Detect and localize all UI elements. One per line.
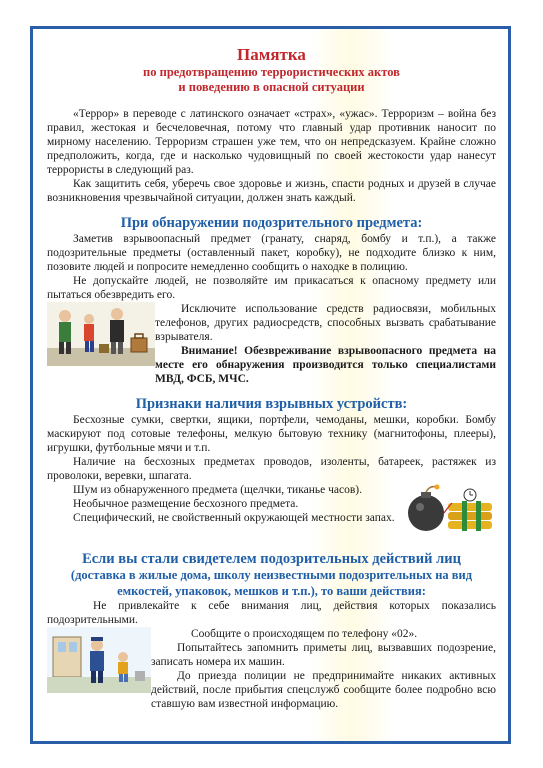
section3-paragraph-2: Сообщите о происходящем по телефону «02». <box>191 628 418 640</box>
section2-illustrated-block <box>47 483 496 541</box>
people-with-suspicious-bag-illustration <box>47 302 155 366</box>
intro-paragraph-1: «Террор» в переводе с латинского означает «страх», «ужас». Терроризм – война без правил, жестокая и бесчеловечная, потому что главный удар противник наносит по мирному населению. Терроризм страшен уже тем, что он непредсказуем. Крайне сложно предположить, когда, где и насколько чудовищный по своей жестокости удар нанесут террористы в следующий раз. <box>47 108 496 176</box>
section1-paragraph-1: Заметив взрывоопасный предмет (гранату, снаряд, бомбу и т.п.), а также подозрительные предметы (оставленный пакет, коробку), не подходите близко к ним, позовите людей и попросите немедленно сообщить о находке в полицию. <box>47 233 496 273</box>
section3-paragraph-1: Не привлекайте к себе внимания лиц, действия которых показались подозрительными. <box>47 600 496 626</box>
section3-paragraph-4: До приезда полиции не предпринимайте никаких активных действий, после прибытия спецслужб сообщите более подробно всю ставшую вам известной информацию. <box>151 670 496 710</box>
section1-paragraph-2: Не допускайте людей, не позволяйте им прикасаться к опасному предмету или пытаться обезвредить его. <box>47 275 496 301</box>
section2-left-text <box>47 483 400 525</box>
section3-right-text <box>151 627 496 711</box>
section3-heading-1: Если вы стали свидетелем подозрительных действий лиц <box>82 551 461 567</box>
page-title: Памятка <box>237 45 306 64</box>
section2-paragraph-5: Специфический, не свойственный окружающей местности запах. <box>73 512 395 524</box>
police-officer-with-child-illustration <box>47 627 151 693</box>
section1-illustrated-block <box>47 302 496 386</box>
section1-heading: При обнаружении подозрительного предмета: <box>120 215 423 231</box>
page-subtitle-2: и поведению в опасной ситуации <box>178 80 365 94</box>
memo-frame <box>30 26 511 744</box>
section1-paragraph-3: Исключите использование средств радиосвязи, мобильных телефонов, других радиосредств, способных вызвать срабатывание взрывателя. <box>155 303 496 343</box>
section2-paragraph-2: Наличие на бесхозных предметах проводов, изоленты, батареек, растяжек из проволоки, веревки, шпагата. <box>47 456 496 482</box>
section1-warning: Внимание! Обезвреживание взрывоопасного предмета на месте его обнаружения производится только специалистами МВД, ФСБ, МЧС. <box>155 345 496 385</box>
intro-paragraph-2: Как защитить себя, уберечь свое здоровье и жизнь, спасти родных и друзей в случае возникновения чрезвычайной ситуации, должен знать каждый. <box>47 178 496 204</box>
section2-paragraph-1: Бесхозные сумки, свертки, ящики, портфели, чемоданы, мешки, коробки. Бомбу маскируют под сотовые телефоны, мелкую бытовую технику (магнитофоны, плееры), игрушки, футбольные мячи и т.п. <box>47 414 496 454</box>
section3-illustrated-block <box>47 627 496 711</box>
bomb-with-dynamite-illustration <box>400 483 496 541</box>
suspicious-object-section <box>47 215 496 386</box>
section3-paragraph-3: Попытайтесь запомнить приметы лиц, вызвавших подозрение, записать номера их машин. <box>151 642 496 668</box>
page-subtitle-1: по предотвращению террористических актов <box>143 65 400 79</box>
section2-paragraph-4: Необычное размещение бесхозного предмета. <box>73 498 299 510</box>
intro-section <box>47 107 496 205</box>
section3-heading-2: (доставка в жилые дома, школу неизвестными подозрительных на вид емкостей, упаковок, мешков и т.п.), то ваши действия: <box>70 568 473 598</box>
explosive-signs-section <box>47 396 496 541</box>
section2-paragraph-3: Шум из обнаруженного предмета (щелчки, тиканье часов). <box>73 484 362 496</box>
section2-heading: Признаки наличия взрывных устройств: <box>135 396 408 412</box>
section1-right-text <box>155 302 496 386</box>
suspicious-actions-section <box>47 551 496 711</box>
